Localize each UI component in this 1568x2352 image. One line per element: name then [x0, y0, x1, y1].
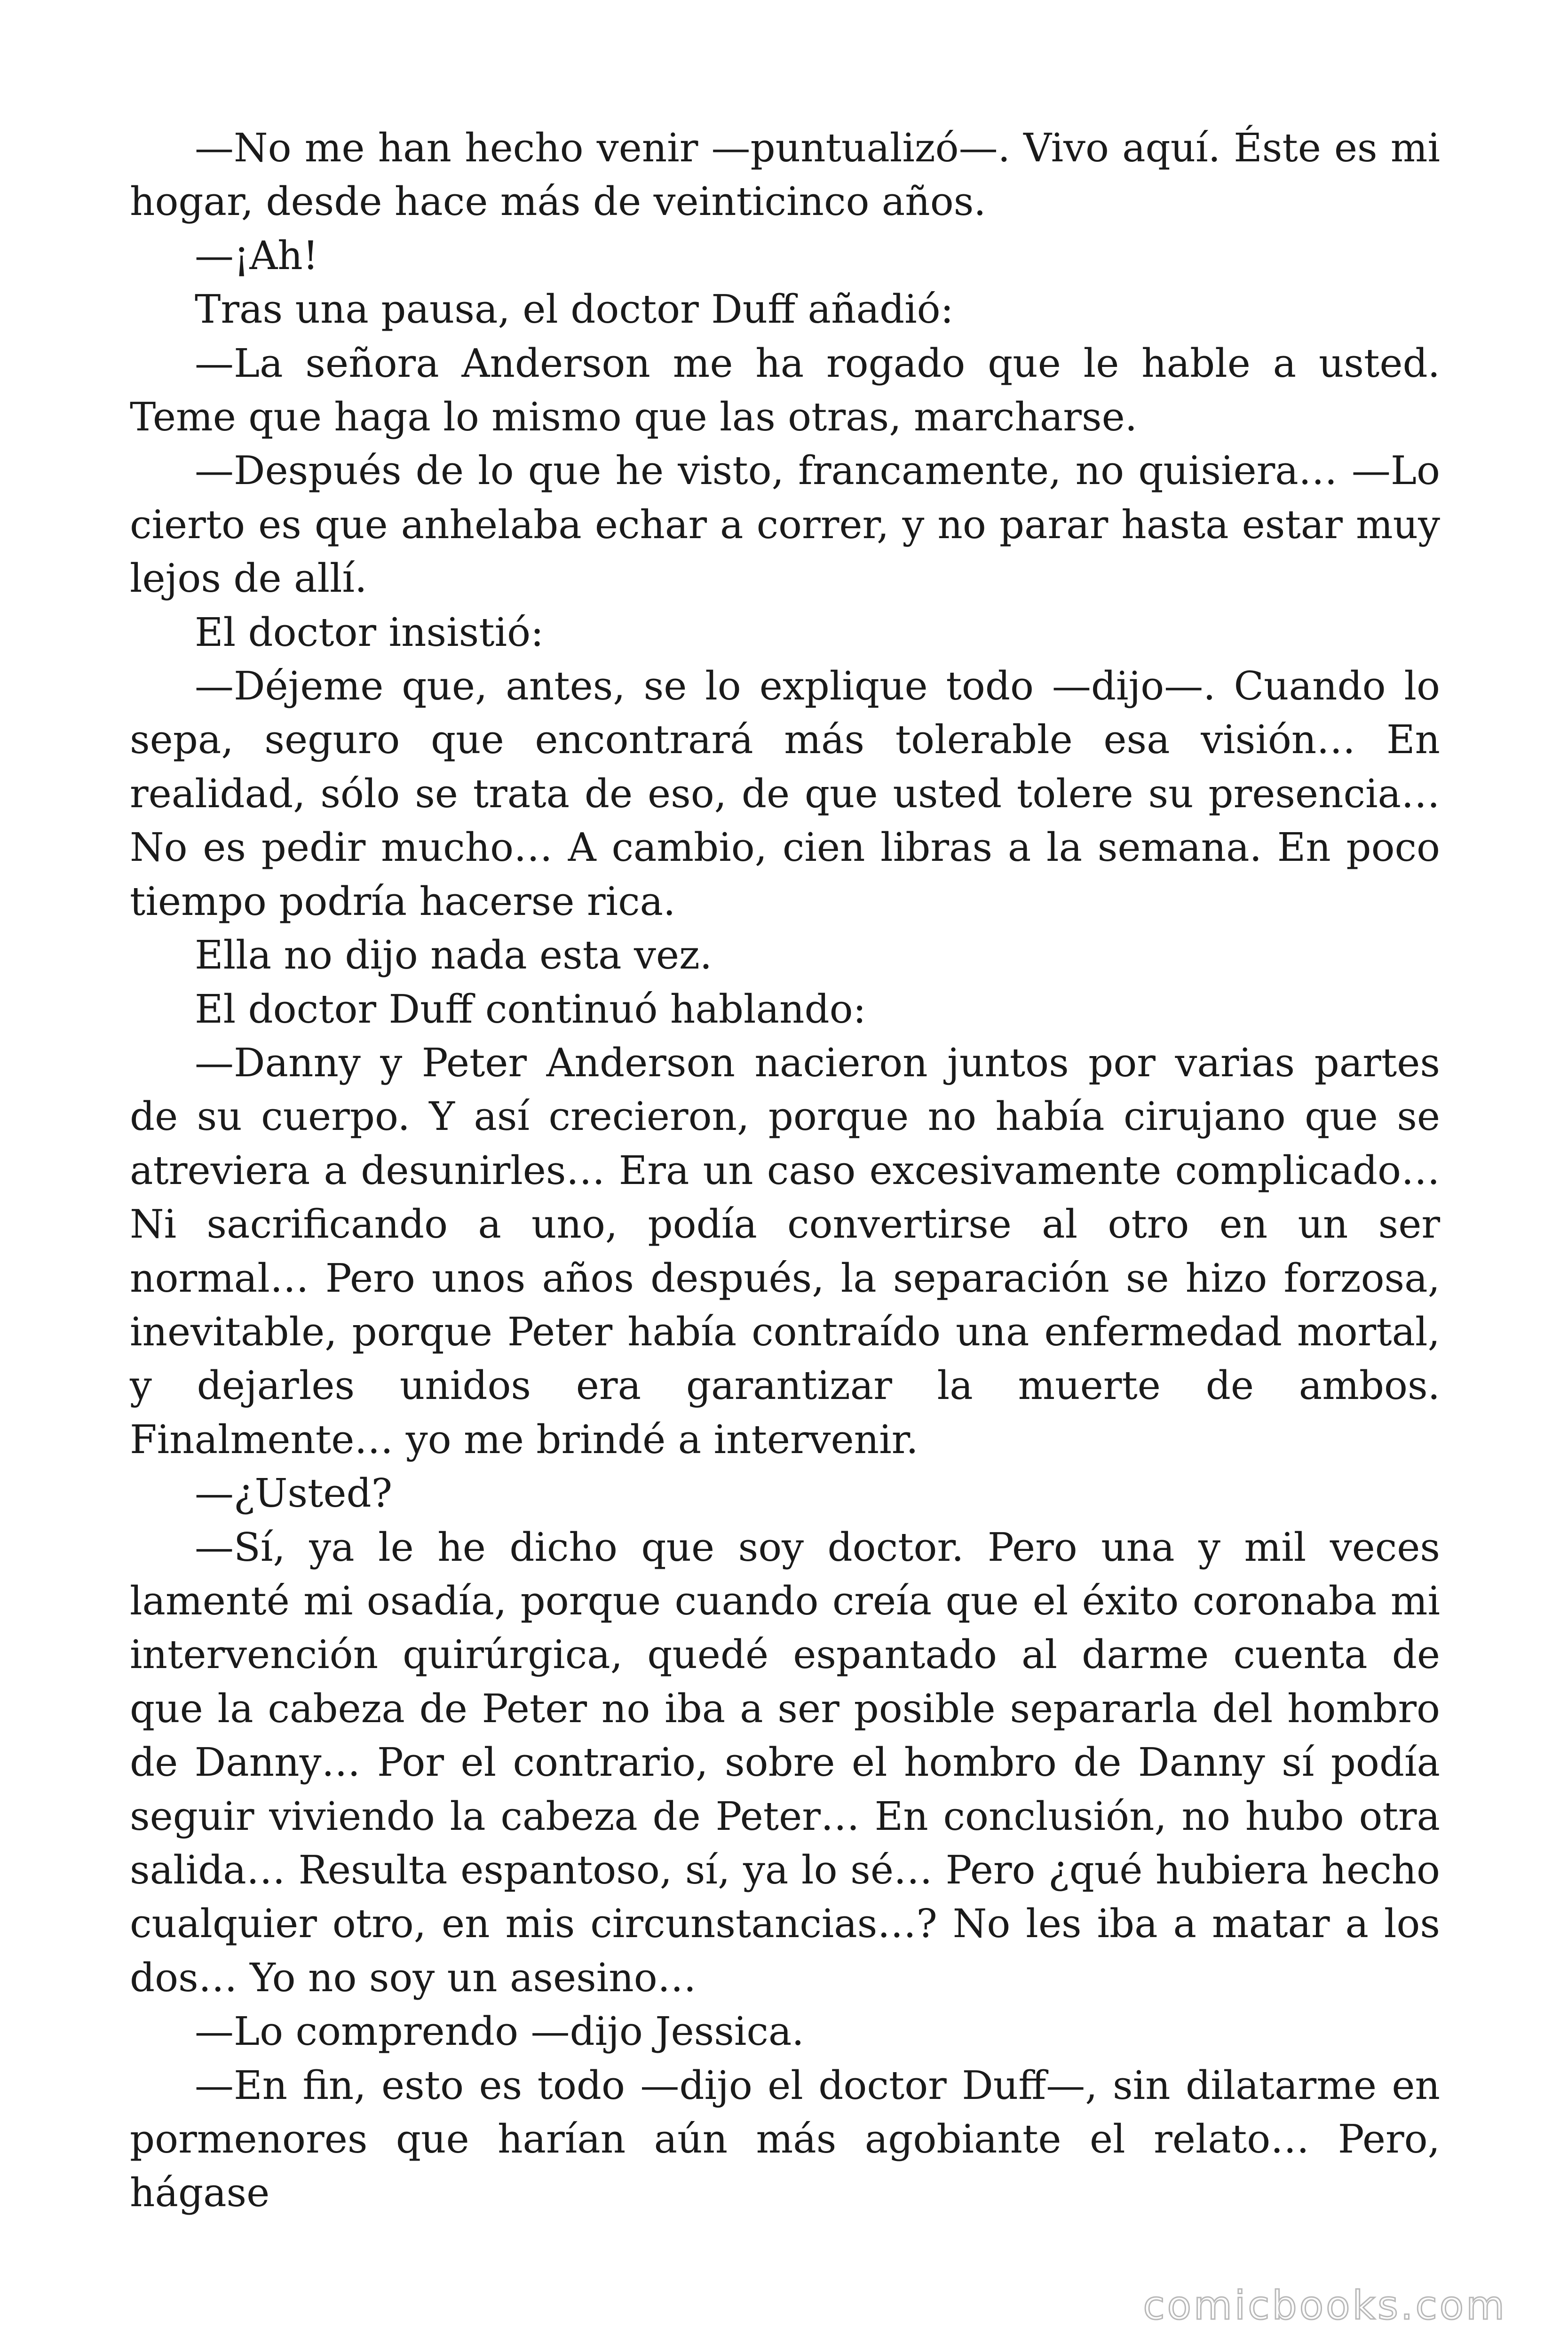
paragraph: El doctor insistió:: [195, 609, 544, 655]
paragraph: —Danny y Peter Anderson nacieron juntos por varias partes de su cuerpo. Y así crecieron, porque no había cirujano que se atreviera a desunirles… Era un caso excesivamente complicado… Ni sacrificando a uno, podía convertirse al otro en un ser normal… Pero unos años después, la separación se hizo forzosa, inevitable, porque Peter había contraído una enfermedad mortal, y dejarles unidos era garantizar la muerte de ambos. Finalmente… yo me brindé a intervenir.: [130, 1040, 1440, 1462]
paragraph: El doctor Duff continuó hablando:: [195, 986, 866, 1032]
body-text: [130, 121, 1440, 2220]
paragraph: —Después de lo que he visto, francamente, no quisiera… —Lo cierto es que anhelaba echar a correr, y no parar hasta estar muy lejos de allí.: [130, 448, 1440, 602]
paragraph: —¿Usted?: [195, 1470, 393, 1517]
watermark: comicbooks.com: [1143, 2282, 1507, 2328]
paragraph: —Sí, ya le he dicho que soy doctor. Pero una y mil veces lamenté mi osadía, porque cuando creía que el éxito coronaba mi intervención quirúrgica, quedé espantado al darme cuenta de que la cabeza de Peter no iba a ser posible separarla del hombro de Danny… Por el contrario, sobre el hombro de Danny sí podía seguir viviendo la cabeza de Peter… En conclusión, no hubo otra salida… Resulta espantoso, sí, ya lo sé… Pero ¿qué hubiera hecho cualquier otro, en mis circunstancias…? No les iba a matar a los dos… Yo no soy un asesino…: [130, 1524, 1440, 2001]
paragraph: Tras una pausa, el doctor Duff añadió:: [195, 286, 954, 333]
paragraph: —No me han hecho venir —puntualizó—. Vivo aquí. Éste es mi hogar, desde hace más de veinticinco años.: [130, 125, 1440, 225]
paragraph: —Déjeme que, antes, se lo explique todo —dijo—. Cuando lo sepa, seguro que encontrará más tolerable esa visión… En realidad, sólo se trata de eso, de que usted tolere su presencia… No es pedir mucho… A cambio, cien libras a la semana. En poco tiempo podría hacerse rica.: [130, 663, 1440, 924]
paragraph: Ella no dijo nada esta vez.: [195, 932, 713, 978]
paragraph: —En fin, esto es todo —dijo el doctor Duff—, sin dilatarme en pormenores que harían aún más agobiante el relato… Pero, hágase: [130, 2062, 1440, 2216]
paragraph: —La señora Anderson me ha rogado que le hable a usted. Teme que haga lo mismo que las otras, marcharse.: [130, 340, 1440, 440]
paragraph: —Lo comprendo —dijo Jessica.: [195, 2009, 804, 2055]
paragraph: —¡Ah!: [195, 232, 319, 278]
